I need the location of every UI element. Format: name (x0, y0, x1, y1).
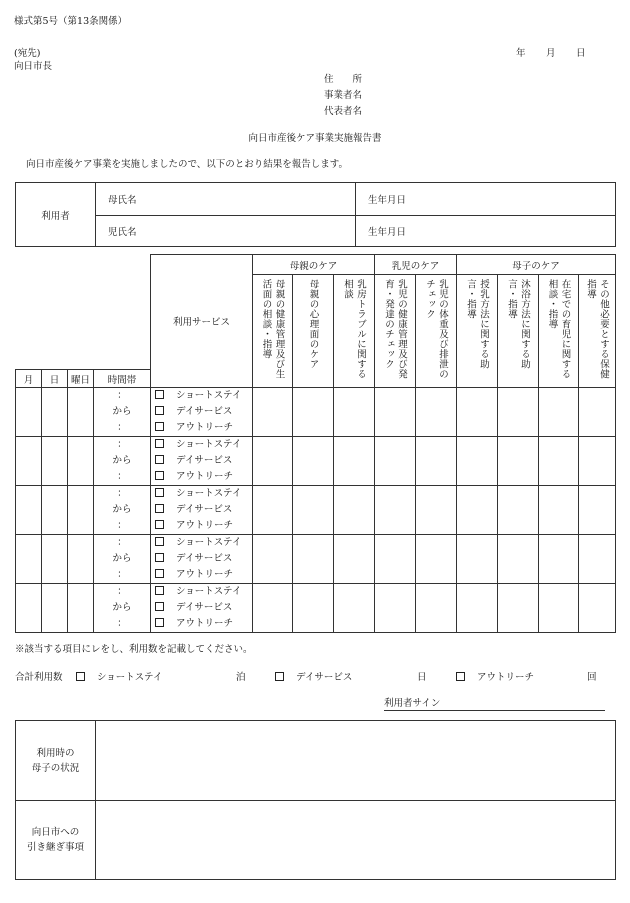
record-row (16, 437, 616, 486)
col-day: 日 (42, 370, 68, 388)
address-label: 住 所 (324, 74, 363, 85)
checkbox-icon (456, 672, 465, 681)
representative-label: 代表者名 (324, 106, 363, 117)
time-range-text: ： (117, 488, 127, 499)
col-time: 時間帯 (94, 370, 151, 388)
service-option[interactable] (151, 567, 252, 583)
time-range-text: から (112, 406, 132, 417)
care-check-cell[interactable] (334, 486, 375, 535)
record-service-cell (151, 388, 253, 437)
care-check-cell[interactable] (579, 437, 616, 486)
record-row (16, 388, 616, 437)
time-range-text: ： (117, 586, 127, 597)
checkbox-icon (155, 390, 164, 399)
care-check-cell[interactable] (375, 584, 416, 633)
care-check-cell[interactable] (579, 388, 616, 437)
service-option-label: ショートステイ (176, 439, 242, 450)
care-check-cell[interactable] (539, 535, 579, 584)
checkbox-icon (155, 520, 164, 529)
child-name-label: 児氏名 (108, 227, 137, 238)
care-check-cell[interactable] (334, 388, 375, 437)
checkbox-icon (155, 569, 164, 578)
form-number: 様式第5号（第13条関係） (14, 16, 128, 27)
care-check-cell[interactable] (293, 486, 334, 535)
care-check-cell[interactable] (334, 437, 375, 486)
service-option-label: アウトリーチ (176, 569, 234, 580)
care-item-header: 母親の心理面のケア (307, 279, 319, 369)
total-outreach[interactable] (456, 669, 534, 683)
col-month: 月 (16, 370, 42, 388)
mother-name-field[interactable] (96, 183, 356, 216)
mother-name-label: 母氏名 (108, 195, 137, 206)
service-option-label: アウトリーチ (176, 422, 234, 433)
date-year: 年 (516, 48, 526, 59)
record-day-cell[interactable] (42, 437, 68, 486)
user-info-table (15, 182, 616, 247)
service-option[interactable] (151, 388, 252, 404)
care-check-cell[interactable] (293, 388, 334, 437)
care-item-header: 乳児の健康管理及び発育・発達のチェック (383, 279, 407, 379)
record-time-cell[interactable] (94, 388, 151, 437)
care-check-cell[interactable] (375, 437, 416, 486)
service-option-label: アウトリーチ (176, 520, 234, 531)
total-short-stay[interactable] (76, 669, 162, 683)
recipient: 向日市長 (14, 61, 53, 72)
care-check-cell[interactable] (498, 584, 539, 633)
situation-field[interactable] (96, 721, 616, 801)
mother-birthdate-label: 生年月日 (368, 195, 407, 206)
record-month-cell[interactable] (16, 437, 42, 486)
child-birthdate-field[interactable] (356, 216, 616, 247)
total-day-service-unit: 日 (417, 672, 427, 683)
time-range-text: ： (117, 390, 127, 401)
col-weekday: 曜日 (68, 370, 94, 388)
service-option[interactable] (151, 551, 252, 567)
record-row (16, 486, 616, 535)
service-option-label: ショートステイ (176, 537, 242, 548)
child-birthdate-label: 生年月日 (368, 227, 407, 238)
care-check-cell[interactable] (253, 437, 293, 486)
service-option-label: ショートステイ (176, 488, 242, 499)
care-check-cell[interactable] (579, 535, 616, 584)
checkbox-icon (155, 553, 164, 562)
care-check-cell[interactable] (498, 437, 539, 486)
record-service-cell (151, 437, 253, 486)
care-check-cell[interactable] (579, 486, 616, 535)
care-check-cell[interactable] (416, 437, 457, 486)
care-check-cell[interactable] (293, 437, 334, 486)
service-option[interactable] (151, 437, 252, 453)
checkbox-icon (155, 537, 164, 546)
time-range-text: ： (117, 422, 127, 433)
care-check-cell[interactable] (253, 388, 293, 437)
care-check-cell[interactable] (416, 388, 457, 437)
record-time-cell[interactable] (94, 486, 151, 535)
service-option[interactable] (151, 486, 252, 502)
date-month: 月 (546, 48, 556, 59)
record-month-cell[interactable] (16, 486, 42, 535)
checkbox-icon (155, 618, 164, 627)
mother-birthdate-field[interactable] (356, 183, 616, 216)
handover-field[interactable] (96, 801, 616, 880)
record-service-cell (151, 535, 253, 584)
group-mother-child-care: 母子のケア (457, 255, 616, 275)
care-check-cell[interactable] (498, 388, 539, 437)
service-option-label: デイサービス (176, 406, 233, 417)
care-check-cell[interactable] (253, 584, 293, 633)
care-item-header: 母親の健康管理及び生活面の相談・指導 (260, 279, 285, 379)
care-check-cell[interactable] (498, 486, 539, 535)
care-check-cell[interactable] (457, 535, 498, 584)
service-option[interactable] (151, 404, 252, 420)
care-check-cell[interactable] (539, 486, 579, 535)
care-check-cell[interactable] (539, 388, 579, 437)
service-option-label: アウトリーチ (176, 471, 234, 482)
total-outreach-unit: 回 (587, 672, 597, 683)
record-day-cell[interactable] (42, 535, 68, 584)
signature-line[interactable] (384, 695, 605, 711)
checkbox-icon (76, 672, 85, 681)
checkbox-icon (155, 471, 164, 480)
record-row (16, 584, 616, 633)
service-option[interactable] (151, 616, 252, 632)
service-option-label: デイサービス (176, 504, 233, 515)
checkbox-icon (155, 406, 164, 415)
service-option-label: デイサービス (176, 602, 233, 613)
care-item-header: 沐浴方法に関する助言・指導 (506, 279, 531, 369)
care-check-cell[interactable] (334, 584, 375, 633)
record-month-cell[interactable] (16, 535, 42, 584)
time-range-text: ： (117, 537, 127, 548)
total-short-stay-label: ショートステイ (97, 672, 163, 683)
child-name-field[interactable] (96, 216, 356, 247)
checkbox-icon (155, 504, 164, 513)
care-check-cell[interactable] (457, 437, 498, 486)
intro-text: 向日市産後ケア事業を実施しましたので、以下のとおり結果を報告します。 (26, 159, 349, 170)
time-range-text: から (112, 602, 132, 613)
total-day-service[interactable] (275, 669, 352, 683)
time-range-text: から (112, 553, 132, 564)
record-row (16, 535, 616, 584)
service-option[interactable] (151, 453, 252, 469)
care-check-cell[interactable] (334, 535, 375, 584)
checkbox-icon (155, 439, 164, 448)
care-check-cell[interactable] (457, 486, 498, 535)
business-name-label: 事業者名 (324, 90, 363, 101)
care-check-cell[interactable] (539, 584, 579, 633)
total-outreach-label: アウトリーチ (477, 672, 535, 683)
record-month-cell[interactable] (16, 584, 42, 633)
care-check-cell[interactable] (498, 535, 539, 584)
remarks-table (15, 720, 616, 880)
time-range-text: から (112, 455, 132, 466)
care-check-cell[interactable] (375, 535, 416, 584)
time-range-text: ： (117, 471, 127, 482)
record-time-cell[interactable] (94, 535, 151, 584)
handover-label: 向日市への 引き継ぎ事項 (16, 801, 96, 880)
service-header: 利用サービス (151, 255, 253, 388)
record-weekday-cell[interactable] (68, 437, 94, 486)
care-check-cell[interactable] (416, 584, 457, 633)
care-check-cell[interactable] (375, 388, 416, 437)
record-weekday-cell[interactable] (68, 584, 94, 633)
record-day-cell[interactable] (42, 584, 68, 633)
record-weekday-cell[interactable] (68, 388, 94, 437)
care-item-header: 乳児の体重及び排泄のチェック (424, 279, 448, 379)
care-check-cell[interactable] (457, 584, 498, 633)
service-option-label: アウトリーチ (176, 618, 234, 629)
service-option[interactable] (151, 469, 252, 485)
service-option[interactable] (151, 420, 252, 436)
user-section-label: 利用者 (16, 183, 96, 247)
service-option[interactable] (151, 584, 252, 600)
time-range-text: ： (117, 618, 127, 629)
service-option[interactable] (151, 502, 252, 518)
time-range-text: ： (117, 569, 127, 580)
care-check-cell[interactable] (375, 486, 416, 535)
care-item-header: 授乳方法に関する助言・指導 (465, 279, 490, 369)
care-check-cell[interactable] (457, 388, 498, 437)
care-check-cell[interactable] (293, 535, 334, 584)
checkbox-icon (155, 488, 164, 497)
date-day: 日 (576, 48, 586, 59)
care-check-cell[interactable] (416, 486, 457, 535)
care-check-cell[interactable] (579, 584, 616, 633)
time-range-text: ： (117, 520, 127, 531)
care-check-cell[interactable] (253, 486, 293, 535)
time-range-text: ： (117, 439, 127, 450)
service-option-label: デイサービス (176, 455, 233, 466)
service-option[interactable] (151, 535, 252, 551)
address-to: (宛先) (14, 48, 41, 59)
record-service-cell (151, 486, 253, 535)
record-weekday-cell[interactable] (68, 535, 94, 584)
service-option-label: ショートステイ (176, 390, 242, 401)
group-infant-care: 乳児のケア (375, 255, 457, 275)
care-item-header: 乳房トラブルに関する相談 (342, 279, 366, 379)
signature-label: 利用者サイン (384, 698, 441, 709)
checkbox-icon (155, 422, 164, 431)
checkbox-icon (155, 455, 164, 464)
situation-label: 利用時の 母子の状況 (16, 721, 96, 801)
instruction-note: ※該当する項目にレをし、利用数を記載してください。 (15, 644, 253, 655)
care-check-cell[interactable] (416, 535, 457, 584)
service-option-label: デイサービス (176, 553, 233, 564)
record-time-cell[interactable] (94, 584, 151, 633)
care-check-cell[interactable] (293, 584, 334, 633)
time-range-text: から (112, 504, 132, 515)
service-option[interactable] (151, 600, 252, 616)
document-title: 向日市産後ケア事業実施報告書 (248, 133, 382, 144)
record-day-cell[interactable] (42, 388, 68, 437)
record-day-cell[interactable] (42, 486, 68, 535)
service-option[interactable] (151, 518, 252, 534)
checkbox-icon (155, 602, 164, 611)
care-item-header: その他必要とする保健指導 (585, 279, 610, 379)
record-time-cell[interactable] (94, 437, 151, 486)
checkbox-icon (155, 586, 164, 595)
total-short-stay-unit: 泊 (236, 672, 246, 683)
record-month-cell[interactable] (16, 388, 42, 437)
total-day-service-label: デイサービス (296, 672, 353, 683)
care-check-cell[interactable] (253, 535, 293, 584)
care-item-header: 在宅での育児に関する相談・指導 (546, 279, 571, 379)
record-weekday-cell[interactable] (68, 486, 94, 535)
record-service-cell (151, 584, 253, 633)
group-mother-care: 母親のケア (253, 255, 375, 275)
care-record-table (15, 254, 616, 633)
total-usage-label: 合計利用数 (15, 672, 63, 683)
checkbox-icon (275, 672, 284, 681)
care-check-cell[interactable] (539, 437, 579, 486)
service-option-label: ショートステイ (176, 586, 242, 597)
